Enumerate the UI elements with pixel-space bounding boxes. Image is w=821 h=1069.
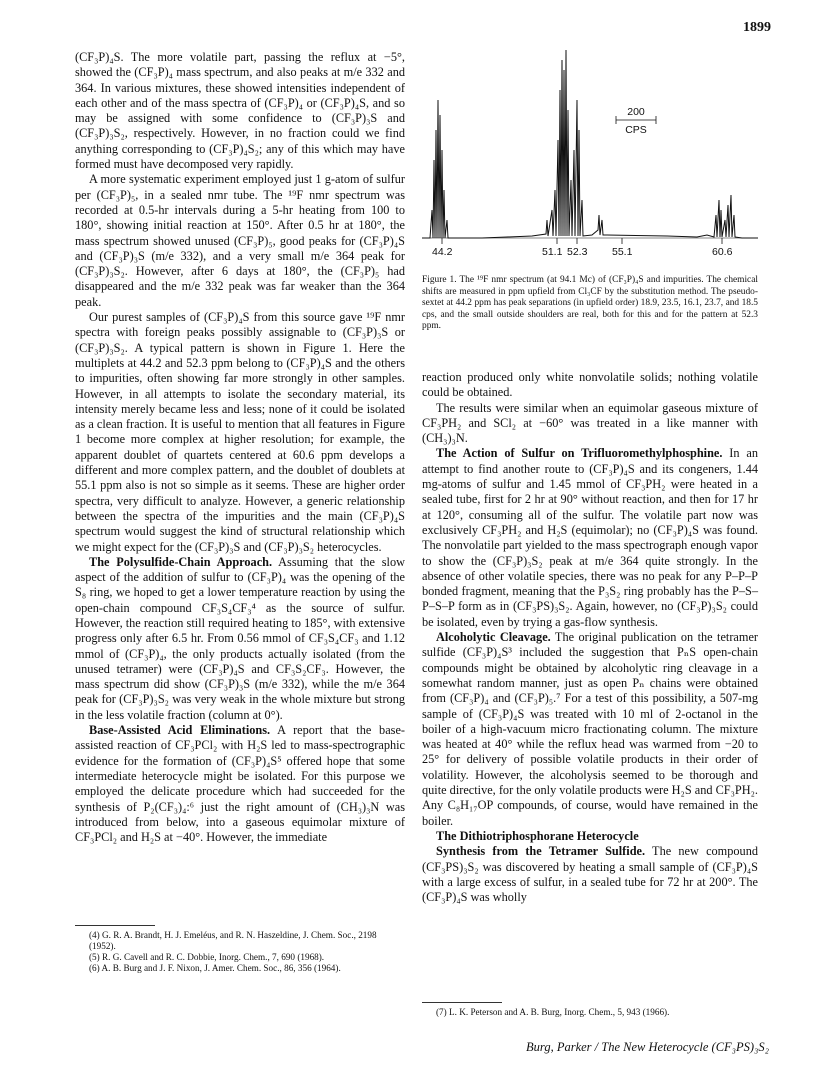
heading-alcoholytic: Alcoholytic Cleavage. (436, 630, 551, 645)
shift-label-60-6: 60.6 (712, 246, 733, 258)
shift-label-52-3: 52.3 (567, 246, 588, 258)
scale-unit: CPS (625, 124, 647, 136)
nmr-spectrum-plot (422, 30, 758, 260)
right-column (422, 370, 758, 905)
shift-label-55-1: 55.1 (612, 246, 633, 258)
left-paragraph-3: Our purest samples of (CF₃P)₄S from this source gave ¹⁹F nmr spectra with foreign peaks possibly assignable to (CF₃P)₃S or (CF₃P)₃S₂. A typical pattern is shown in Figure 1. Here the multiplets at 44.2 and 52.3 ppm belong to (CF₃P)₄S and the others to impurities, often showing far more strongly in other samples. However, in all attempts to isolate the secondary material, its intensity merely became less and less; none of it could be isolated as a clean fraction. It is useful to mention that all features in Figure 1 become more complex at higher resolution; for example, the apparent doublet of quartets centered at 60.6 ppm develops a different and more complex pattern, and the doublet of doublets at 55.1 ppm also is not so simple as it seems. These are higher order spectra, very difficult to analyze. However, a generic relationship between the spectra of the impurities and the main (CF₃P)₄S spectrum would suggest the kind of structural relationship which we might expect for the (CF₃P)₃S and (CF₃P)₃S₂ heterocycles. (75, 310, 405, 554)
scale-value: 200 (627, 106, 645, 118)
right-paragraph-4 (422, 630, 758, 829)
footnote-rule-left (75, 925, 155, 926)
left-paragraph-1: (CF₃P)₄S. The more volatile part, passing the reflux at −5°, showed the (CF₃P)₄ mass spectrum, and also peaks at m/e 332 and 364. In various mixtures, these showed intensities independent of each other and of the mass spectra of (CF₃P)₄ or (CF₃P)₄S, and so may be assigned with some confidence to (CF₃P)₃S and (CF₃P)₃S₂, respectively. However, in no fraction could we find anything corresponding to (CF₃P)₄S₂; any of this which may have formed must have decomposed very rapidly. (75, 50, 405, 172)
shift-label-51-1: 51.1 (542, 246, 563, 258)
nmr-spectrum-figure (422, 30, 758, 280)
footnote-7: (7) L. K. Peterson and A. B. Burg, Inorg. Chem., 5, 943 (1966). (436, 1007, 670, 1017)
right-paragraph-5 (422, 844, 758, 905)
left-column (75, 50, 405, 845)
right-paragraph-1: reaction produced only white nonvolatile solids; nothing volatile could be obtained. (422, 370, 758, 400)
footnote-6: (6) A. B. Burg and J. F. Nixon, J. Amer. Chem. Soc., 86, 356 (1964). (89, 963, 341, 973)
left-paragraph-5 (75, 723, 405, 845)
shift-label-44-2: 44.2 (432, 246, 453, 258)
sulfur-action-text: In an attempt to find another route to (CF₃P)₄S and its congeners, 1.44 mg-atoms of sulfur and 1.45 mmol of CF₃PH₂ were heated in a sealed tube, first for 2 hr at 90° without reaction, and then for 17 hr at 120°, consuming all of the sulfur. The volatile part now was exclusively CF₃PH₂ and H₂S (equimolar); no (CF₃P)₄S was found. The nonvolatile part yielded to the mass spectrograph enough vapor to show the (CF₃P)₃S₂ peak at m/e 364 quite strongly. In the absence of other volatile species, there was no peak for any P–P–P bonded fragment, meaning that the P₃S₂ ring probably has the P–S–P–S–P form as in (CF₃PS)₃S₂. Again, however, no (CF₃P)₃S₂ could be isolated, even by trying a gas-flow synthesis. (422, 446, 759, 629)
section-title-dithiotriphosphorane: The Dithiotriphosphorane Heterocycle (436, 828, 639, 843)
spectrum-trace (422, 50, 758, 238)
right-paragraph-2: The results were similar when an equimolar gaseous mixture of CF₃PH₂ and SCl₂ at −60° was treated in a like manner with (CH₃)₃N. (422, 400, 758, 446)
synthesis-text: The new compound (CF₃PS)₃S₂ was discovered by heating a small sample of (CF₃P)₄S with a large excess of sulfur, in a sealed tube for 72 hr at 200°. The (CF₃P)₄S was wholly (422, 844, 758, 905)
left-paragraph-2: A more systematic experiment employed just 1 g-atom of sulfur per (CF₃P)₅, in a sealed nmr tube. The ¹⁹F nmr spectrum was recorded at 0.5-hr intervals during a 5-hr heating from 100 to 180°, showing initial reaction at 150°. After 0.5 hr at 180°, the mass spectrum showed unused (CF₃P)₅, good peaks for (CF₃P)₄S and (CF₃P)₃S (m/e 332), and a very small m/e 364 peak for (CF₃P)₃S₂. However, after 6 days at 180°, the (CF₃P)₅ had disappeared and the m/e 332 peak was far weaker than the 364 peak. (75, 172, 405, 309)
heading-base-assisted: Base-Assisted Acid Eliminations. (89, 723, 271, 738)
right-footnotes (422, 1007, 758, 1018)
heading-synthesis-tetramer: Synthesis from the Tetramer Sulfide. (436, 844, 646, 859)
right-paragraph-3 (422, 446, 758, 630)
left-paragraph-4 (75, 555, 405, 723)
heading-polysulfide-chain: The Polysulfide-Chain Approach. (89, 554, 273, 569)
alcoholytic-text: The original publication on the tetramer sulfide (CF₃P)₄S³ included the suggestion that PₙS open-chain compounds might be obtained by alcoholytic ring cleavage in a somewhat random manner, just as open Pₙ chains were obtained from (CF₃P)₄ and (CF₃P)₅.⁷ For a test of this possibility, a 507-mg sample of (CF₃P)₄S was treated with 10 ml of 2-octanol in the boiler of a high-vacuum micro fractionating column. The mixture was heated at 40° while the reflux head was warmed from −20 to 25° for delivery of possible volatile products in their order of volatility. However, the alcoholysis seemed to be thorough and quite directive, for the only volatile products were H₂S and CF₃PH₂. Any C₈H₁₇OP compounds, of course, would have remained in the boiler. (422, 630, 758, 828)
heading-sulfur-action: The Action of Sulfur on Trifluoromethylphosphine. (436, 446, 723, 461)
footnote-5: (5) R. G. Cavell and R. C. Dobbie, Inorg. Chem., 7, 690 (1968). (89, 952, 325, 962)
figure-caption: Figure 1. The ¹⁹F nmr spectrum (at 94.1 Mc) of (CF₃P)₄S and impurities. The chemical shifts are measured in ppm upfield from Cl₃CF by the substitution method. The pseudo-sextet at 44.2 ppm has peak separations (in upfield order) 18.9, 23.5, 16.1, 23.7, and 18.5 cps, and the small outside shoulders are real, both for this and for the pattern at 52.3 ppm. (422, 275, 758, 331)
polysulfide-text: Assuming that the slow aspect of the addition of sulfur to (CF₃P)₄ was the opening of the S₈ ring, we hoped to get a lower temperature reaction by using the open-chain compound CF₃S₄CF₃⁴ as the source of sulfur. However, the reaction still required heating to 185°, with extensive progress only after 6.5 hr. From 0.56 mmol of CF₃S₄CF₃ and 1.12 mmol of (CF₃P)₄, the only products actually isolated (from the unused tetramer) were (CF₃P)₄S and CF₃S₂CF₃. However, the mass spectrum did show (CF₃P)₃S (m/e 332), while the m/e 364 peak for (CF₃P)₃S₂ was very weak in the whole mixture but strong in the less volatile fraction (column at 0°). (75, 554, 405, 722)
base-assisted-text: A report that the base-assisted reaction of CF₃PCl₂ with H₂S led to mass-spectrographic evidence for the formation of (CF₃P)₄S⁵ offered hope that some intermediate heterocycle might be isolated. For this purpose we employed the delicate procedure which had succeeded for the synthesis of P₂(CF₃)₄:⁶ just the right amount of (CH₃)₃N was introduced from below, into a gaseous equimolar mixture of CF₃PCl₂ and H₂S at −40°. However, the immediate (75, 723, 405, 845)
footnote-4: (4) G. R. A. Brandt, H. J. Emeléus, and R. N. Haszeldine, J. Chem. Soc., 2198 (1952). (89, 930, 377, 951)
page-number: 1899 (743, 20, 771, 35)
left-footnotes (75, 930, 405, 974)
running-footer: Burg, Parker / The New Heterocycle (CF₃PS)₃S₂ (526, 1040, 769, 1054)
footnote-rule-right (422, 1002, 502, 1003)
